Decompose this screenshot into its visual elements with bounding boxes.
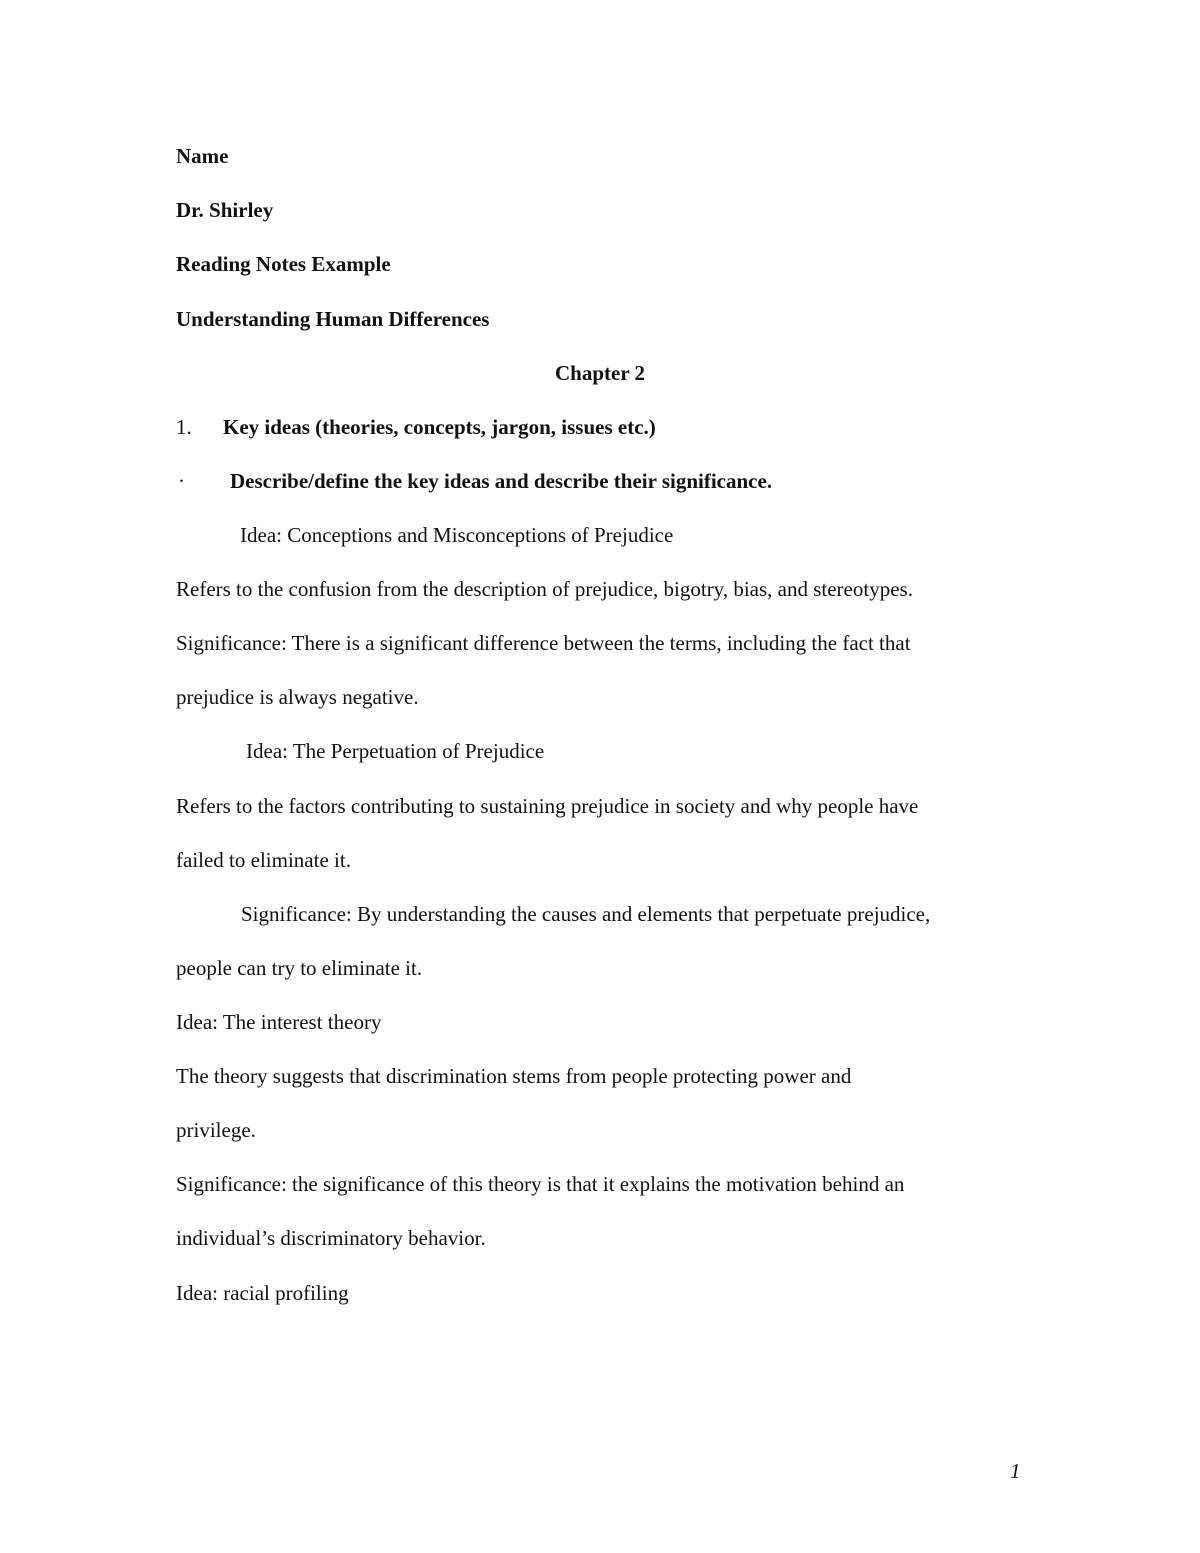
body-line: Significance: By understanding the causes and elements that perpetuate prejudice,: [241, 902, 931, 926]
student-name: Name: [176, 144, 229, 168]
list-number: 1.: [176, 415, 192, 439]
body-line: Significance: the significance of this theory is that it explains the motivation behind an: [176, 1172, 905, 1196]
idea-heading: Idea: racial profiling: [176, 1281, 349, 1305]
body-line: Significance: There is a significant difference between the terms, including the fact that: [176, 631, 911, 655]
bullet-icon: ·: [178, 469, 185, 493]
bullet-instruction: Describe/define the key ideas and describe their significance.: [230, 469, 773, 493]
body-line: The theory suggests that discrimination stems from people protecting power and: [176, 1064, 852, 1088]
page-number: 1: [1010, 1459, 1021, 1483]
chapter-heading: Chapter 2: [554, 361, 646, 385]
assignment-title: Reading Notes Example: [176, 252, 391, 276]
body-line: Refers to the confusion from the description of prejudice, bigotry, bias, and stereotypes.: [176, 577, 913, 601]
body-line: people can try to eliminate it.: [176, 956, 423, 980]
idea-heading: Idea: Conceptions and Misconceptions of Prejudice: [240, 523, 674, 547]
body-line: Refers to the factors contributing to sustaining prejudice in society and why people have: [176, 794, 919, 818]
section-heading: Key ideas (theories, concepts, jargon, issues etc.): [223, 415, 656, 439]
idea-heading: Idea: The interest theory: [176, 1010, 382, 1034]
body-line: failed to eliminate it.: [176, 848, 351, 872]
body-line: prejudice is always negative.: [176, 685, 419, 709]
body-line: privilege.: [176, 1118, 256, 1142]
idea-heading: Idea: The Perpetuation of Prejudice: [246, 739, 545, 763]
course-title: Understanding Human Differences: [176, 307, 490, 331]
body-line: individual’s discriminatory behavior.: [176, 1226, 486, 1250]
instructor-name: Dr. Shirley: [176, 198, 274, 222]
